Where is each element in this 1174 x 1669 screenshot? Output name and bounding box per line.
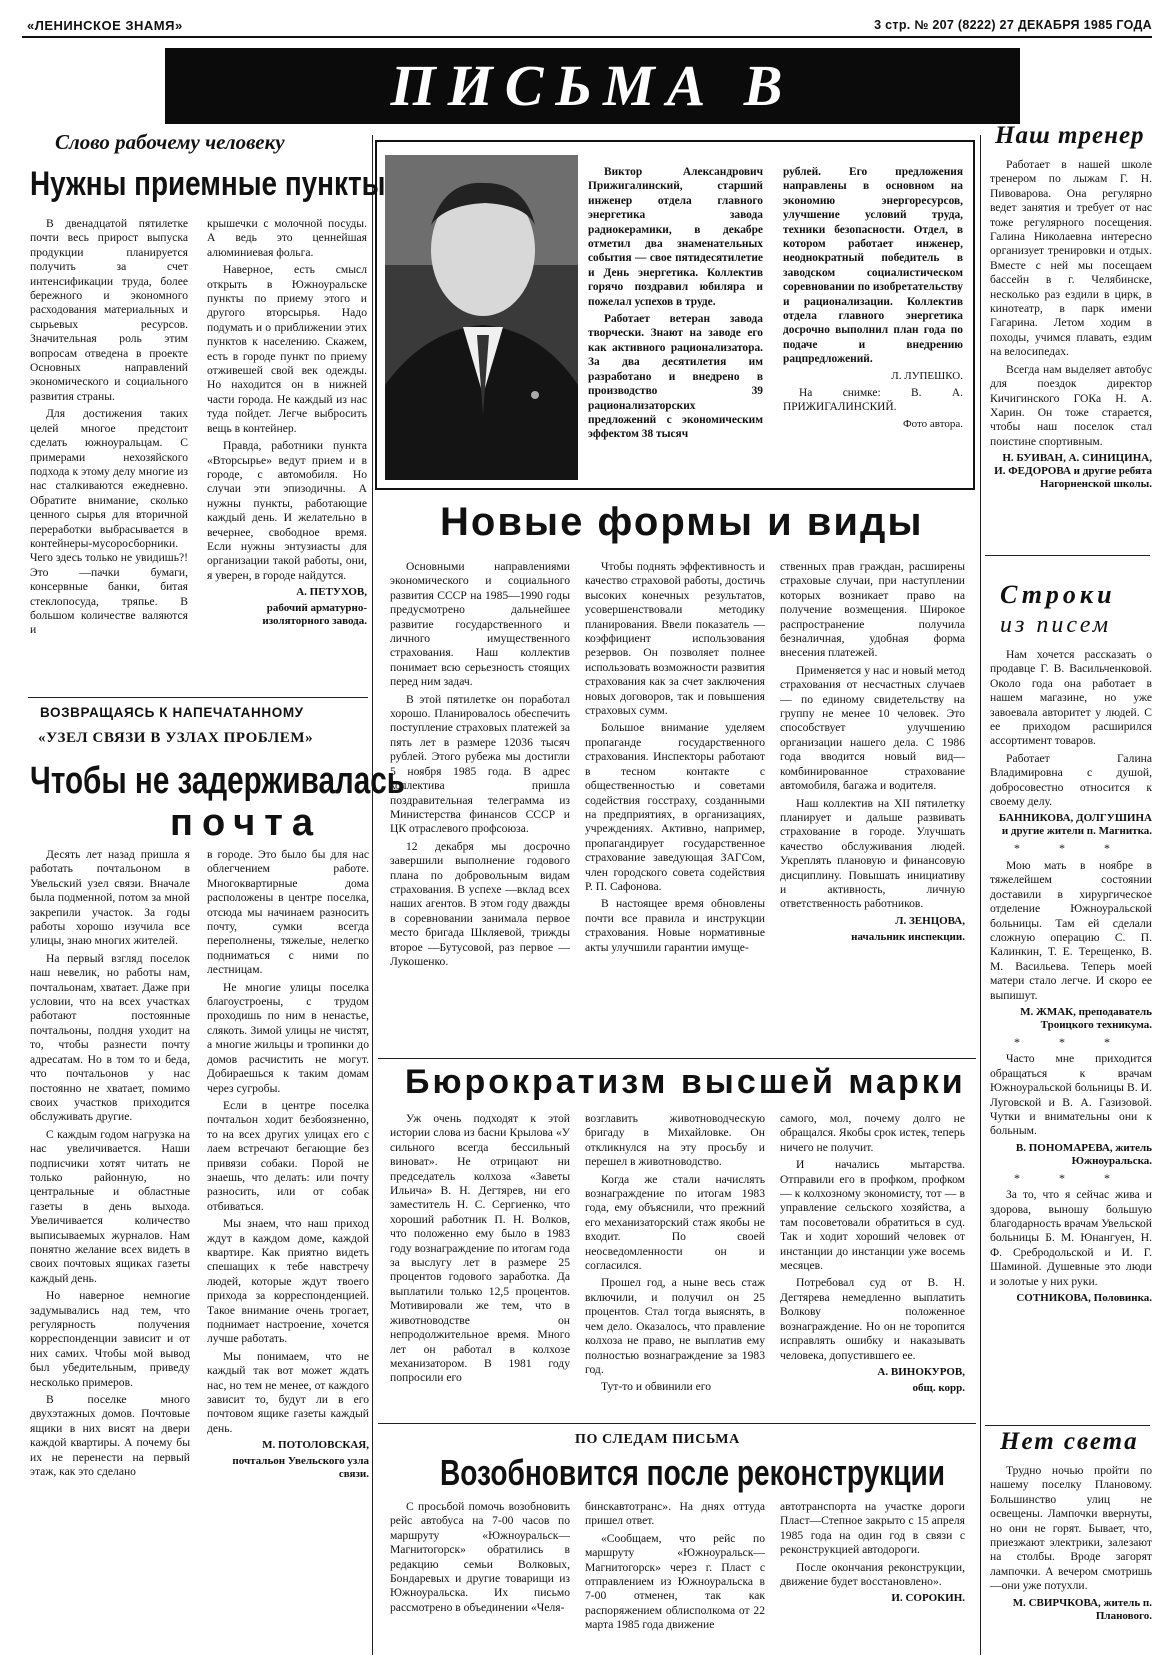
paragraph: Мою мать в ноябре в тяжелейшем состоянии доставили в хирургическое отделение Южноуральской больницы. Там ей сделали сложную операцию С. П. Калинкин, Т. Е. Терещенко, В. М. Васильева. Теперь моей матери стало легче. И скоро ее выпишут. bbox=[990, 858, 1152, 1002]
article-title: Бюрократизм высшей марки bbox=[405, 1063, 966, 1101]
signature: М. СВИРЧКОВА, житель п. Планового. bbox=[1012, 1596, 1152, 1622]
paragraph: Прошел год, а ныне весь стаж включили, и получил он 25 процентов. Стал тогда выяснять, в чем дело. Оказалось, что правление колхоза не право, не выплатив ему полностью вознаграждение за 1983 год. bbox=[585, 1276, 765, 1376]
article-title: Возобновится после реконструкции bbox=[440, 1452, 946, 1493]
issue-info: 3 стр. № 207 (8222) 27 ДЕКАБРЯ 1985 ГОДА bbox=[874, 18, 1152, 32]
article-column bbox=[990, 158, 1152, 553]
article-column bbox=[780, 1112, 965, 1422]
photo-caption: На снимке: В. А. ПРИЖИГАЛИНСКИЙ. bbox=[783, 386, 963, 414]
separator: * * * bbox=[1014, 1170, 1128, 1185]
signature-role: почтальон Увельского узла связи. bbox=[232, 1455, 369, 1481]
column-divider bbox=[372, 135, 373, 1655]
paragraph: Уж очень подходят к этой истории слова из басни Крылова «У сильного всегда бессильный виноват». Не отрицают ни председатель колхоза «Заветы Ильича» В. Н. Дегтярев, ни его заместитель Н. С. Сергиенко, что хороший работник П. Н. Волков, что положенно ему было в 1983 году вознаграждение по итогам года за выслугу лет в размере 25 процентов годового заработка. Да выплатили только 12,5 процентов. Мотивировали же тем, что в животноводстве он непродолжительное время. Много лет он работал в колхозе механизатором. В 1981 году попросили его bbox=[390, 1112, 570, 1385]
paragraph: В поселке много двухэтажных домов. Почтовые ящики в них висят на двери каждой квартиры. А почему бы их не перенести на первый этаж, как это сделано bbox=[30, 1393, 190, 1479]
paragraph: В этой пятилетке он поработал хорошо. Планировалось обеспечить поступление страховых платежей за пять лет в размере 12036 тысяч рублей. Этого рубежа мы достигли 5 ноября 1985 года. В адрес коллектива пришла поздравительная телеграмма из Министерства финансов СССР и ЦК отраслевого профсоюза. bbox=[390, 692, 570, 836]
paragraph: Применяется у нас и новый метод страхования от несчастных случаев — по единому свидетельству на группу не менее 10 человек. Это способствует улучшению организации нашего дела. С 1986 года вводится новый вид—комбинированное страхование автомобиля, багажа и водителя. bbox=[780, 663, 965, 793]
paragraph: Работает Галина Владимировна с душой, добросовестно относится к своему делу. bbox=[990, 751, 1152, 809]
section-title: Строки bbox=[1000, 580, 1116, 609]
article-column bbox=[585, 1112, 765, 1422]
section-divider bbox=[985, 555, 1150, 556]
paragraph: В двенадцатой пятилетке почти весь прирост выпуска продукции планируется получить за счет интенсификации труда, более бережного и экономного расходования материальных и сырьевых ресурсов. Значительная роль этим вопросам отведена в проекте Основных направлений экономического и социального развития страны. bbox=[30, 217, 188, 403]
article-kicker: ВОЗВРАЩАЯСЬ К НАПЕЧАТАННОМУ bbox=[40, 705, 304, 720]
paragraph: Всегда нам выделяет автобус для поездок директор Кичигинского ГОКа Н. А. Харин. Он тоже старается, чтобы наш поселок стал поистине спортивным. bbox=[990, 362, 1152, 448]
signature: И. СОРОКИН. bbox=[891, 1592, 965, 1605]
article-title: Новые формы и виды bbox=[440, 500, 924, 544]
signature: Л. ЗЕНЦОВА, bbox=[895, 914, 965, 927]
signature: Л. ЛУПЕШКО. bbox=[891, 369, 963, 382]
section-divider bbox=[378, 1423, 976, 1424]
article-title: Чтобы не задерживалась bbox=[30, 760, 405, 802]
article-column bbox=[390, 560, 570, 1055]
article-column bbox=[30, 217, 188, 700]
signature: М. ПОТОЛОВСКАЯ, bbox=[262, 1439, 369, 1452]
photo-credit: Фото автора. bbox=[902, 417, 963, 430]
signature: А. ПЕТУХОВ, bbox=[296, 586, 367, 599]
separator: * * * bbox=[1014, 841, 1128, 856]
paragraph: Работает ветеран завода творчески. Знают на заводе его как активного рационализатора. За два десятилетия им разработано и внедрено в производство 39 рационализаторских предложений с экономическим эффектом 38 тысяч bbox=[588, 313, 763, 441]
newspaper-name: «ЛЕНИНСКОЕ ЗНАМЯ» bbox=[27, 18, 183, 33]
article-kicker: «УЗЕЛ СВЯЗИ В УЗЛАХ ПРОБЛЕМ» bbox=[38, 730, 314, 746]
separator: * * * bbox=[1014, 1034, 1128, 1049]
section-banner: ПИСЬМА В bbox=[165, 48, 1020, 124]
article-kicker: ПО СЛЕДАМ ПИСЬМА bbox=[575, 1432, 740, 1447]
column-divider bbox=[980, 135, 981, 1655]
section-divider bbox=[378, 1058, 976, 1059]
paragraph: возглавить животноводческую бригаду в Михайловке. Он откликнулся на эту просьбу и перешел в животноводство. bbox=[585, 1112, 765, 1169]
paragraph: крышечки с молочной посуды. А ведь это ценнейшая алюминиевая фольга. bbox=[207, 217, 367, 259]
article-column bbox=[990, 1464, 1152, 1656]
signature: М. ЖМАК, преподаватель Троицкого техникума. bbox=[1020, 1005, 1152, 1031]
paragraph: Большое внимание уделяем пропаганде государственного страхования. Инспекторы работают в тесном контакте с общественностью и советами содействия госстраху, созданными на предприятиях, в организациях, учреждениях. Активно, например, пропагандирует государственное страхование заведующая ЗАГСом, член городского совета содействия Р. П. Сафонова. bbox=[585, 721, 765, 893]
article-column bbox=[585, 1500, 765, 1655]
paragraph: С каждым годом нагрузка на нас увеличивается. Наши подписчики хотят читать не только районную, но центральные и областные газеты в день выхода. Увеличивается количество выписываемых журналов. Нам понятно желание всех видеть в своих почтовых ящиках газеты каждый день. bbox=[30, 1127, 190, 1285]
article-column bbox=[390, 1112, 570, 1422]
portrait-image bbox=[385, 155, 578, 480]
section-title: Нет света bbox=[1000, 1428, 1139, 1455]
paragraph: 12 декабря мы досрочно завершили выполнение годового плана по добровольным видам страхования. В успехе —вклад всех наших агентов. В этом году дважды в соревновании занимала первое место бригада Шкляевой, трижды второе —Бутусовой, раз первое — Лукошенко. bbox=[390, 839, 570, 968]
signature-role: общ. корр. bbox=[912, 1381, 965, 1394]
paragraph: Не многие улицы поселка благоустроены, с трудом проходишь по ним в ненастье, слякоть. Зимой улицы не чистят, а многие жильцы и тропинки до домов расчистить не могут. Добираешься к таким домам через сугробы. bbox=[207, 980, 369, 1095]
article-column bbox=[30, 848, 190, 1653]
paragraph: Десять лет назад пришла я работать почтальоном в Увельский узел связи. Вначале была подменной, потом за мной закрепили участок. За годы работы хорошо изучила все улицы, знаю многих жителей. bbox=[30, 848, 190, 948]
paragraph: Когда же стали начислять вознаграждение по итогам 1983 года, ему объяснили, что прежний его механизаторский стаж якобы не входит. По своей неосведомленности он и согласился. bbox=[585, 1172, 765, 1273]
signature-role: рабочий арматурно-изоляторного завода. bbox=[262, 602, 367, 628]
article-column bbox=[585, 560, 765, 1055]
section-title: из писем bbox=[1000, 612, 1112, 638]
paragraph: в городе. Это было бы для нас облегчением работе. Многоквартирные дома расположены в центре поселка, отсюда мы начинаем разносить почту, сумки всегда переполнены, тяжелые, нелегко подниматься с ними по лестницам. bbox=[207, 848, 369, 977]
signature: А. ВИНОКУРОВ, bbox=[877, 1365, 965, 1378]
paragraph: Но наверное немногие задумывались над тем, что регулярность получения корреспонденции зависит и от них самих. Чтобы мой вывод был убедительным, приведу несколько примеров. bbox=[30, 1289, 190, 1389]
paragraph: В настоящее время обновлены почти все правила и инструкции страхования. Новые нормативные акты улучшили гарантии имуще- bbox=[585, 897, 765, 954]
paragraph: На первый взгляд поселок наш невелик, но работы нам, почтальонам, хватает. Даже при условии, что на всех участках работают постоянные почтальоны, полдня уходит на то, чтобы разнести почту адресатам. Но в том то и беда, что почтальонов у нас постоянно не хватает, помимо своих участков приходится обслуживать другие. bbox=[30, 951, 190, 1124]
paragraph: За то, что я сейчас жива и здорова, выношу большую благодарность врачам Увельской больницы Б. М. Юнангуен, Н. Ф. Сребродольской и И. Г. Шаминой. Душевные это люди и золотые у них руки. bbox=[990, 1188, 1152, 1288]
paragraph: рублей. Его предложения направлены в основном на экономию энергоресурсов, улучшение условий труда, техники безопасности. Отдел, в котором работает инженер, неоднократный победитель в заводском социалистическом соревновании по изобретательству и рационализации. Коллектив отдела главного энергетика досрочно выполнил план года по подаче и внедрению рацпредложений. bbox=[783, 166, 963, 366]
paragraph: Наверное, есть смысл открыть в Южноуральске пункты по приему этого и другого вторсырья. Надо подумать и о приближении этих пунктов к населению. Скажем, есть в городе пункт по приему отживешей свой век одежды. Но находится он в нижней части города. Не каждый из нас туда пойдет. Легче выбросить вещь в контейнер. bbox=[207, 263, 367, 435]
paragraph: И начались мытарства. Отправили его в профком, профком— к колхозному экономисту, тот — в управление сельского хозяйства, а там посоветовали обратиться в суд. Так и ходит хороший человек от инстанции до инстанции уже восемь месяцев. bbox=[780, 1158, 965, 1273]
paragraph: Основными направлениями экономического и социального развития СССР на 1985—1990 годы предусмотрено дальнейшее развитие государственного и личного имущественного страхования. Наш коллектив понимает всю серьезность стоящих перед ним задач. bbox=[390, 560, 570, 689]
paragraph: Мы знаем, что наш приход ждут в каждом доме, каждой квартире. Как приятно видеть спешащих к тебе навстречу людей, которые ждут твоего прихода за корреспонденцией. Такое внимание очень трогает, поднимает настроение, хочется лучше работать. bbox=[207, 1217, 369, 1346]
article-column bbox=[783, 165, 963, 475]
section-title: Наш тренер bbox=[995, 122, 1145, 149]
paragraph: С просьбой помочь возобновить рейс автобуса на 7-00 часов по маршруту «Южноуральск— Магнитогорск» обратились в редакцию семьи Волковых, Бондаревых и другие товарищи из Южноуральска. Их письмо рассмотрено в объединении «Челя- bbox=[390, 1500, 570, 1614]
paragraph: автотранспорта на участке дороги Пласт—Степное закрыто с 15 апреля 1985 года на один год в связи с реконструкцией автодороги. bbox=[780, 1500, 965, 1557]
article-column bbox=[780, 560, 965, 1055]
signature: Н. БУИВАН, А. СИНИЦИНА, И. ФЕДОРОВА и другие ребята Нагорненской школы. bbox=[994, 452, 1152, 491]
portrait-photo bbox=[385, 155, 578, 480]
paragraph: Для достижения таких целей многое предстоит сделать южноуральцам. С примерами нехозяйского подхода к этому делу многие из нас сталкиваются ежедневно. Обратите внимание, сколько ценного сырья для вторичной переработки выбрасывается в контейнеры-мусоросборники. Чего здесь только не увидишь?! Это —пачки бумаги, консервные банки, битая стеклопосуда, тряпье. В большом количестве валяются и bbox=[30, 407, 188, 637]
paragraph: Трудно ночью пройти по нашему поселку Плановому. Большинство улиц не освещены. Лампочки ввернуты, но они не горят. Бывает, что, приезжают электрики, залезают на столбы. Вроде загорят лампочки. А вечером смотришь—они уже потухли. bbox=[990, 1464, 1152, 1593]
signature: БАННИКОВА, ДОЛГУШИНА и другие жители п. Магнитка. bbox=[998, 812, 1152, 838]
signature: СОТНИКОВА, Половинка. bbox=[1016, 1292, 1152, 1305]
paragraph: Правда, работники пункта «Вторсырье» ведут прием и в городе, с автомобиля. Но случаи эти эпизодичны. А нужны пункты, работающие каждый день. И желательно в вечернее, свободное время. Если нужны энтузиасты для организации такой работы, они, я уверен, в городе найдутся. bbox=[207, 439, 367, 582]
signature-role: начальник инспекции. bbox=[851, 930, 965, 943]
paragraph: Виктор Александрович Прижигалинский, старший инженер отдела главного энергетика завода радиокерамики, в декабре отметил два знаменательных события — свое пятидесятилетие и День энергетика. Коллектив горячо поздравил юбиляра и пожелал успехов в труде. bbox=[588, 166, 763, 308]
article-column bbox=[990, 648, 1152, 1420]
signature: В. ПОНОМАРЕВА, житель Южноуральска. bbox=[1015, 1141, 1152, 1167]
article-column bbox=[780, 1500, 965, 1655]
paragraph: Потребовал суд от В. Н. Дегтярева немедленно выплатить Волкову положенное вознаграждение. Но он не торопится исправлять ошибку и наказывать человека, допустившего ее. bbox=[780, 1276, 965, 1362]
article-title: почта bbox=[170, 802, 323, 844]
paragraph: Чтобы поднять эффективность и качество страховой работы, достичь высоких конечных результатов, усовершенствовали методику планирования. Ввели показатель —коэффициент использования резервов. Он позволяет полнее использовать возможности развития страхования как за счет заключения новых договоров, так и повышения страховых сумм. bbox=[585, 560, 765, 718]
paragraph: бинскавтотранс». На днях оттуда пришел ответ. bbox=[585, 1500, 765, 1528]
section-divider bbox=[985, 1425, 1150, 1426]
paragraph: Нам хочется рассказать о продавце Г. В. Васильченковой. Около года она работает в нашем магазине, но уже завоевала авторитет у людей. С ее приходом расширился ассортимент товаров. bbox=[990, 648, 1152, 748]
paragraph: Наш коллектив на XII пятилетку планирует и дальше развивать страхование в городе. Улучшать качество обслуживания людей. Укреплять плановую и финансовую дисциплину. Повышать инициативу и активность, личную ответственность работников. bbox=[780, 796, 965, 911]
article-column bbox=[390, 1500, 570, 1655]
paragraph: ственных прав граждан, расширены страховые случаи, при наступлении которых возникает право на получение возмещения. Широкое распространение получила безналичная, удобная форма внесения платежей. bbox=[780, 560, 965, 660]
article-column bbox=[207, 217, 367, 700]
article-title: Нужны приемные пункты bbox=[30, 165, 386, 203]
article-kicker: Слово рабочему человеку bbox=[55, 130, 285, 154]
paragraph: Если в центре поселка почтальон ходит безбоязненно, то на всех других улицах его с лаем встречают бегающие без привязи собаки. Порой не знаешь, что делать: или почту разносить, или от собак отбиваться. bbox=[207, 1098, 369, 1213]
paragraph: Работает в нашей школе тренером по лыжам Г. Н. Пивоварова. Она регулярно ведет занятия и требует от нас тоже регулярного посещения. Галина Николаевна интересно организует тренировки и отдых. Вместе с ней мы посещаем бассейн в г. Челябинске, несколько раз ездили в цирк, в кинотеатр, в парк имени Гагарина. Летом ходим в походы, учимся плавать, ездим на велосипедах. bbox=[990, 158, 1152, 359]
top-rule bbox=[22, 36, 1152, 38]
paragraph: «Сообщаем, что рейс по маршруту «Южноуральск— Магнитогорск» через г. Пласт с отправлением из Южноуральска в 7-00 отменен, так как распоряжением облисполкома от 22 марта 1985 года движение bbox=[585, 1531, 765, 1632]
paragraph: Часто мне приходится обращаться к врачам Южноуральской больницы В. И. Луговской и В. А. Газизовой. Чутки и внимательны они к больным. bbox=[990, 1052, 1152, 1138]
paragraph: самого, мол, почему долго не обращался. Якобы срок истек, теперь ничего не получит. bbox=[780, 1112, 965, 1154]
paragraph: После окончания реконструкции, движение будет восстановлено». bbox=[780, 1560, 965, 1589]
paragraph: Мы понимаем, что не каждый так вот может ждать нас, но тем не менее, от каждого зависит то, будут ли в его почтовом ящике газеты каждый день. bbox=[207, 1349, 369, 1435]
article-column bbox=[207, 848, 369, 1653]
article-column bbox=[588, 165, 763, 465]
paragraph: Тут-то и обвинили его bbox=[601, 1380, 712, 1394]
